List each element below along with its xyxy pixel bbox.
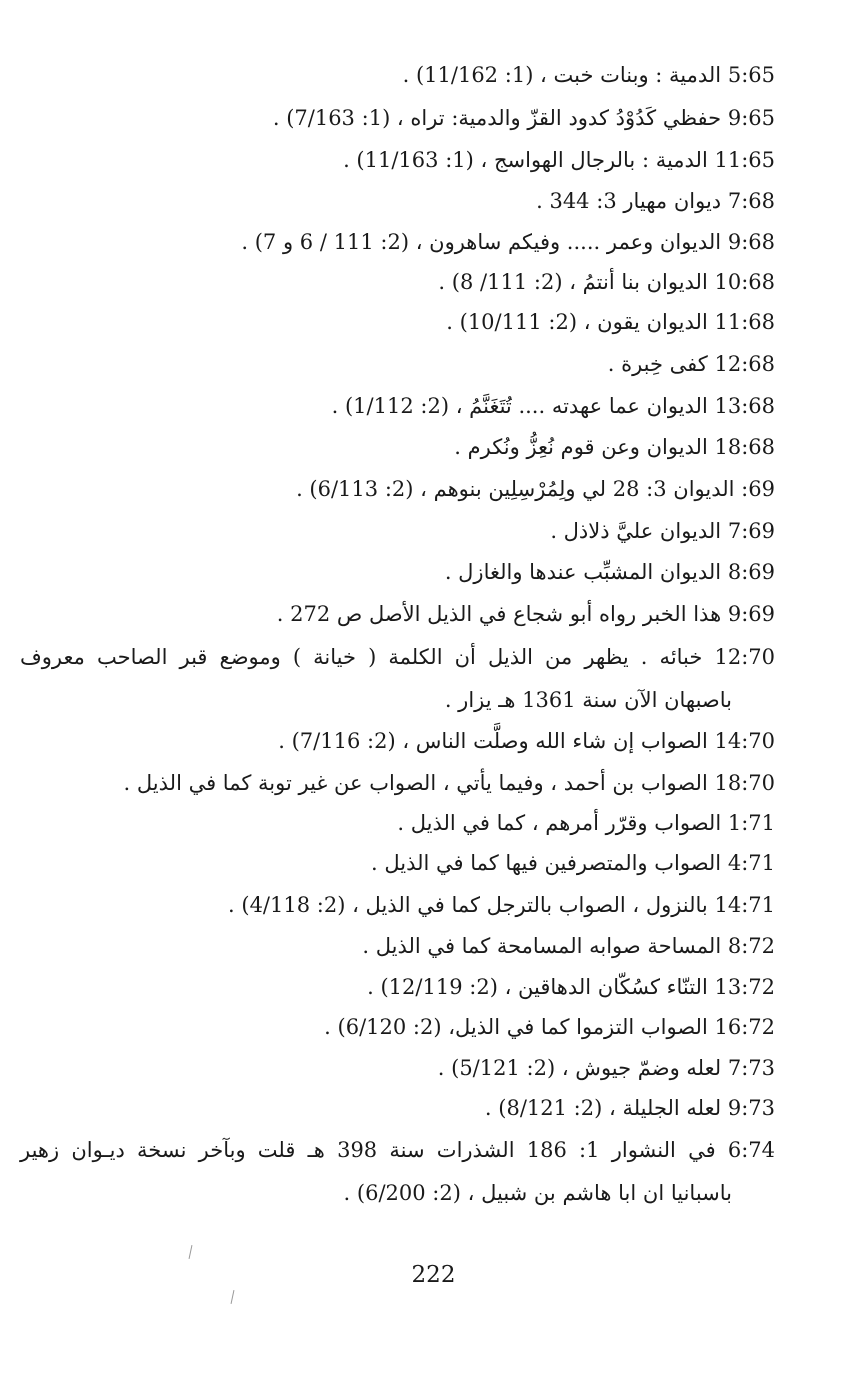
note-line: 18:68 الديوان وعن قوم نُعِزُّ ونُكرم . <box>454 435 775 459</box>
note-line-continuation: باصبهان الآن سنة 1361 هـ يزار . <box>444 688 732 712</box>
note-line: 7:69 الديوان عليَّ ذلاذل . <box>550 519 775 543</box>
note-line: 18:70 الصواب بن أحمد ، وفيما يأتي ، الصواب عن غير توبة كما في الذيل . <box>123 771 775 795</box>
note-line: 9:73 لعله الجليلة ، (2: 8/121) . <box>484 1096 775 1120</box>
note-line: 11:68 الديوان يقون ، (2: 10/111) . <box>446 310 775 334</box>
note-line: 6:74 في النشوار 1: 186 الشذرات سنة 398 هـ قلت وبآخر نسخة ديـوان زهير <box>20 1138 776 1162</box>
note-line: 4:71 الصواب والمتصرفين فيها كما في الذيل . <box>370 851 775 875</box>
note-line: 14:70 الصواب إن شاء الله وصلَّت الناس ، (2: 7/116) . <box>278 729 775 753</box>
note-line: 13:72 التنّاء كسُكّان الدهاقين ، (2: 12/119) . <box>367 975 775 999</box>
note-line: 16:72 الصواب التزموا كما في الذيل، (2: 6/120) . <box>324 1015 775 1039</box>
note-line: 10:68 الديوان بنا أنتمُ ، (2: 111/ 8) . <box>438 270 775 294</box>
note-line: 14:71 بالنزول ، الصواب بالترجل كما في الذيل ، (2: 4/118) . <box>228 893 775 917</box>
note-line: 9:65 حفظي كَدُوْدُ كدود القزّ والدمية: تراه ، (1: 7/163) . <box>272 106 775 130</box>
note-line: 5:65 الدمية : وبنات خبت ، (1: 11/162) . <box>402 63 775 87</box>
scan-speck <box>231 1290 235 1304</box>
note-line: 12:70 خبائه . يظهر من الذيل أن الكلمة ( خيانة ) وموضع قبر الصاحب معروف <box>20 645 775 669</box>
note-line: 11:65 الدمية : بالرجال الهواسج ، (1: 11/163) . <box>343 148 775 172</box>
note-line: 8:72 المساحة صوابه المسامحة كما في الذيل . <box>362 934 775 958</box>
note-line: 7:68 ديوان مهيار 3: 344 . <box>536 189 775 213</box>
note-line-continuation: باسبانيا ان ابا هاشم بن شبيل ، (2: 6/200) . <box>343 1181 732 1205</box>
note-line: 12:68 كفى خِبرة . <box>607 352 775 376</box>
note-line: 7:73 لعله وضمّ جيوش ، (2: 5/121) . <box>437 1056 775 1080</box>
note-line: 69: الديوان 3: 28 لي ولِمُرْسِلِين بنوهم ، (2: 6/113) . <box>296 477 775 501</box>
note-line: 13:68 الديوان عما عهدته .... تُتَغَنَّمُ ، (2: 1/112) . <box>331 394 775 418</box>
note-line: 9:68 الديوان وعمر ..... وفيكم ساهرون ، (2: 111 / 6 و 7) . <box>241 230 775 254</box>
note-line: 8:69 الديوان المشبِّب عندها والغازل . <box>444 560 775 584</box>
page-number: 222 <box>411 1262 456 1288</box>
note-line: 9:69 هذا الخبر رواه أبو شجاع في الذيل الأصل ص 272 . <box>276 602 775 626</box>
note-line: 1:71 الصواب وقرّر أمرهم ، كما في الذيل . <box>397 811 775 835</box>
scan-speck <box>189 1245 193 1259</box>
